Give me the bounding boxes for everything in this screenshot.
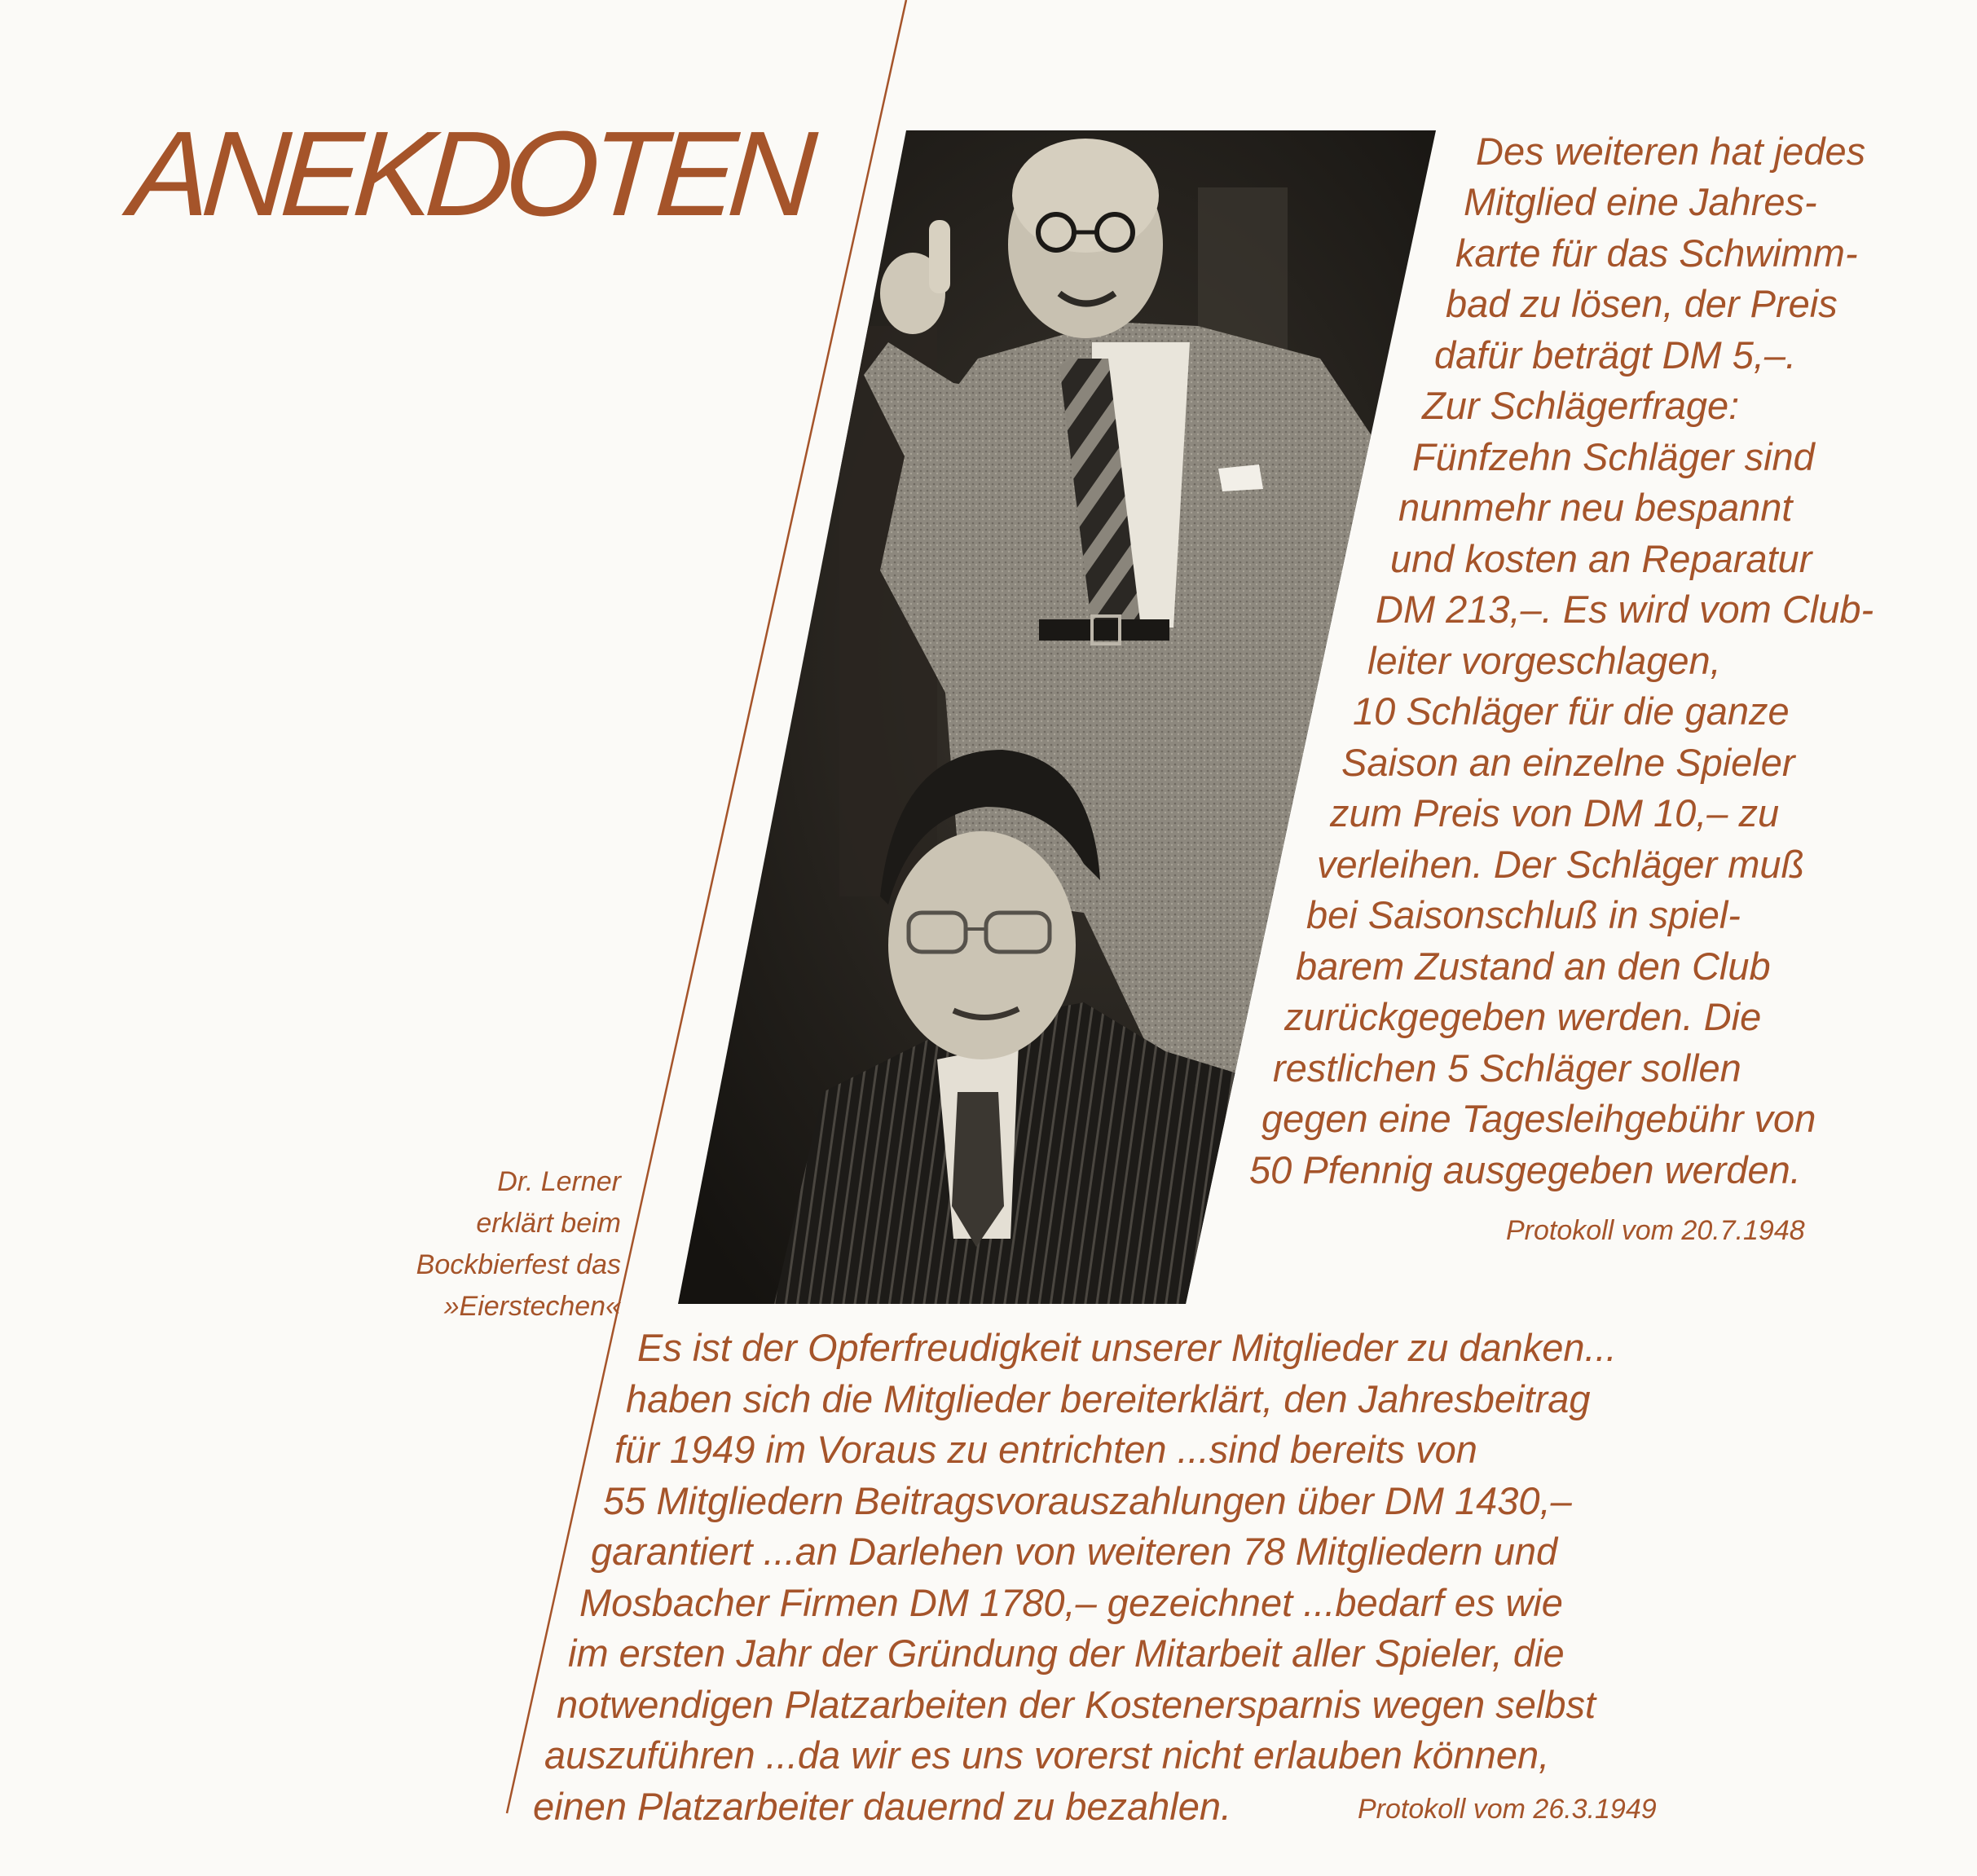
photo-caption <box>416 1161 621 1328</box>
quote2-line: 55 Mitgliedern Beitragsvorauszahlungen über DM 1430,– <box>603 1479 1572 1522</box>
quote1-source: Protokoll vom 20.7.1948 <box>1506 1215 1805 1246</box>
quote1-line: Des weiteren hat jedes <box>1476 130 1866 173</box>
quote1-line: bei Saisonschluß in spiel- <box>1306 893 1741 936</box>
quote2-line: im ersten Jahr der Gründung der Mitarbeit aller Spieler, die <box>568 1632 1565 1675</box>
quote1-line: zurückgegeben werden. Die <box>1284 995 1762 1038</box>
quote1-line: 50 Pfennig ausgegeben werden. <box>1249 1148 1801 1191</box>
quote2-line: einen Platzarbeiter dauernd zu bezahlen. <box>533 1785 1232 1828</box>
quote1-line: DM 213,–. Es wird vom Club- <box>1376 588 1874 631</box>
quote2-line: auszuführen ...da wir es uns vorerst nicht erlauben können, <box>544 1733 1550 1777</box>
quote1-line: Zur Schlägerfrage: <box>1422 384 1740 427</box>
quote1-line: Saison an einzelne Spieler <box>1341 741 1795 784</box>
quote1-line: und kosten an Reparatur <box>1390 537 1812 580</box>
quote1-line: zum Preis von DM 10,– zu <box>1330 791 1780 835</box>
caption-line: »Eierstechen« <box>443 1291 621 1322</box>
quote2-line: Es ist der Opferfreudigkeit unserer Mitglieder zu danken... <box>637 1326 1617 1369</box>
quote1-line: Fünfzehn Schläger sind <box>1412 435 1815 478</box>
quote2-line: notwendigen Platzarbeiten der Kostenersparnis wegen selbst <box>557 1683 1596 1726</box>
quote1-line: gegen eine Tagesleihgebühr von <box>1261 1097 1816 1140</box>
quote1-line: barem Zustand an den Club <box>1296 945 1771 988</box>
quote1-line: nunmehr neu bespannt <box>1398 486 1793 529</box>
quote2-line: haben sich die Mitglieder bereiterklärt, den Jahresbeitrag <box>626 1377 1591 1420</box>
quote1-line: 10 Schläger für die ganze <box>1353 689 1790 733</box>
quote1-line: Mitglied eine Jahres- <box>1464 180 1817 223</box>
quote1-line: dafür beträgt DM 5,–. <box>1434 333 1797 377</box>
caption-line: erklärt beim <box>476 1208 621 1239</box>
quote2-line: garantiert ...an Darlehen von weiteren 78 Mitgliedern und <box>591 1530 1558 1573</box>
quote1-line: bad zu lösen, der Preis <box>1446 282 1838 325</box>
quote2-source: Protokoll vom 26.3.1949 <box>1358 1794 1657 1825</box>
quote2-line: für 1949 im Voraus zu entrichten ...sind bereits von <box>614 1428 1477 1471</box>
quote1-line: verleihen. Der Schläger muß <box>1317 843 1805 886</box>
quote1-line: karte für das Schwimm- <box>1455 231 1858 275</box>
caption-line: Bockbierfest das <box>416 1249 621 1280</box>
page-title: ANEKDOTEN <box>125 107 812 241</box>
caption-line: Dr. Lerner <box>497 1166 621 1197</box>
quote1-line: restlichen 5 Schläger sollen <box>1273 1046 1741 1090</box>
quote2-line: Mosbacher Firmen DM 1780,– gezeichnet ...bedarf es wie <box>579 1581 1563 1624</box>
quote1-line: leiter vorgeschlagen, <box>1367 639 1721 682</box>
